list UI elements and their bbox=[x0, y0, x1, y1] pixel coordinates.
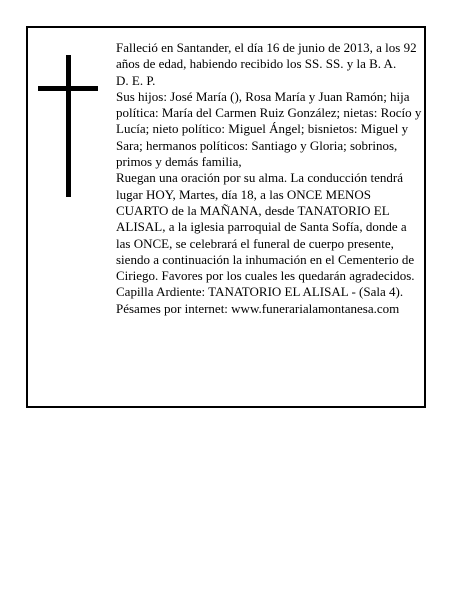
obituary-notice bbox=[26, 26, 426, 408]
condolences-website: Pésames por internet: www.funerarialamontanesa.com bbox=[116, 300, 400, 316]
funeral-details: Ruegan una oración por su alma. La conducción tendrá lugar HOY, Martes, día 18, a las ONCE MENOS CUARTO de la MAÑANA, desde TANATORIO EL ALISAL, a la iglesia parroquial de Santa Sofía, donde a las ONCE, se celebrará el funeral de cuerpo presente, siendo a continuación la inhumación en el Cementerio de Ciriego. Favores por los cuales les quedarán agradecidos. Capilla Ardiente: TANATORIO EL ALISAL - (Sala 4). bbox=[116, 170, 415, 300]
rest-in-peace: D. E. P. bbox=[116, 72, 156, 88]
death-announcement: Falleció en Santander, el día 16 de junio de 2013, a los 92 años de edad, habiendo recibido los SS. SS. y la B. A. bbox=[116, 40, 417, 72]
cross-horizontal-bar bbox=[38, 86, 98, 91]
latin-cross-icon bbox=[38, 55, 98, 197]
notice-body bbox=[116, 40, 422, 317]
cross-vertical-bar bbox=[66, 55, 71, 197]
family-list: Sus hijos: José María (), Rosa María y Juan Ramón; hija política: María del Carmen Ruiz González; nietas: Rocío y Lucía; nieto político: Miguel Ángel; bisnietos: Miguel y Sara; hermanos políticos: Santiago y Gloria; sobrinos, primos y demás familia, bbox=[116, 88, 422, 170]
